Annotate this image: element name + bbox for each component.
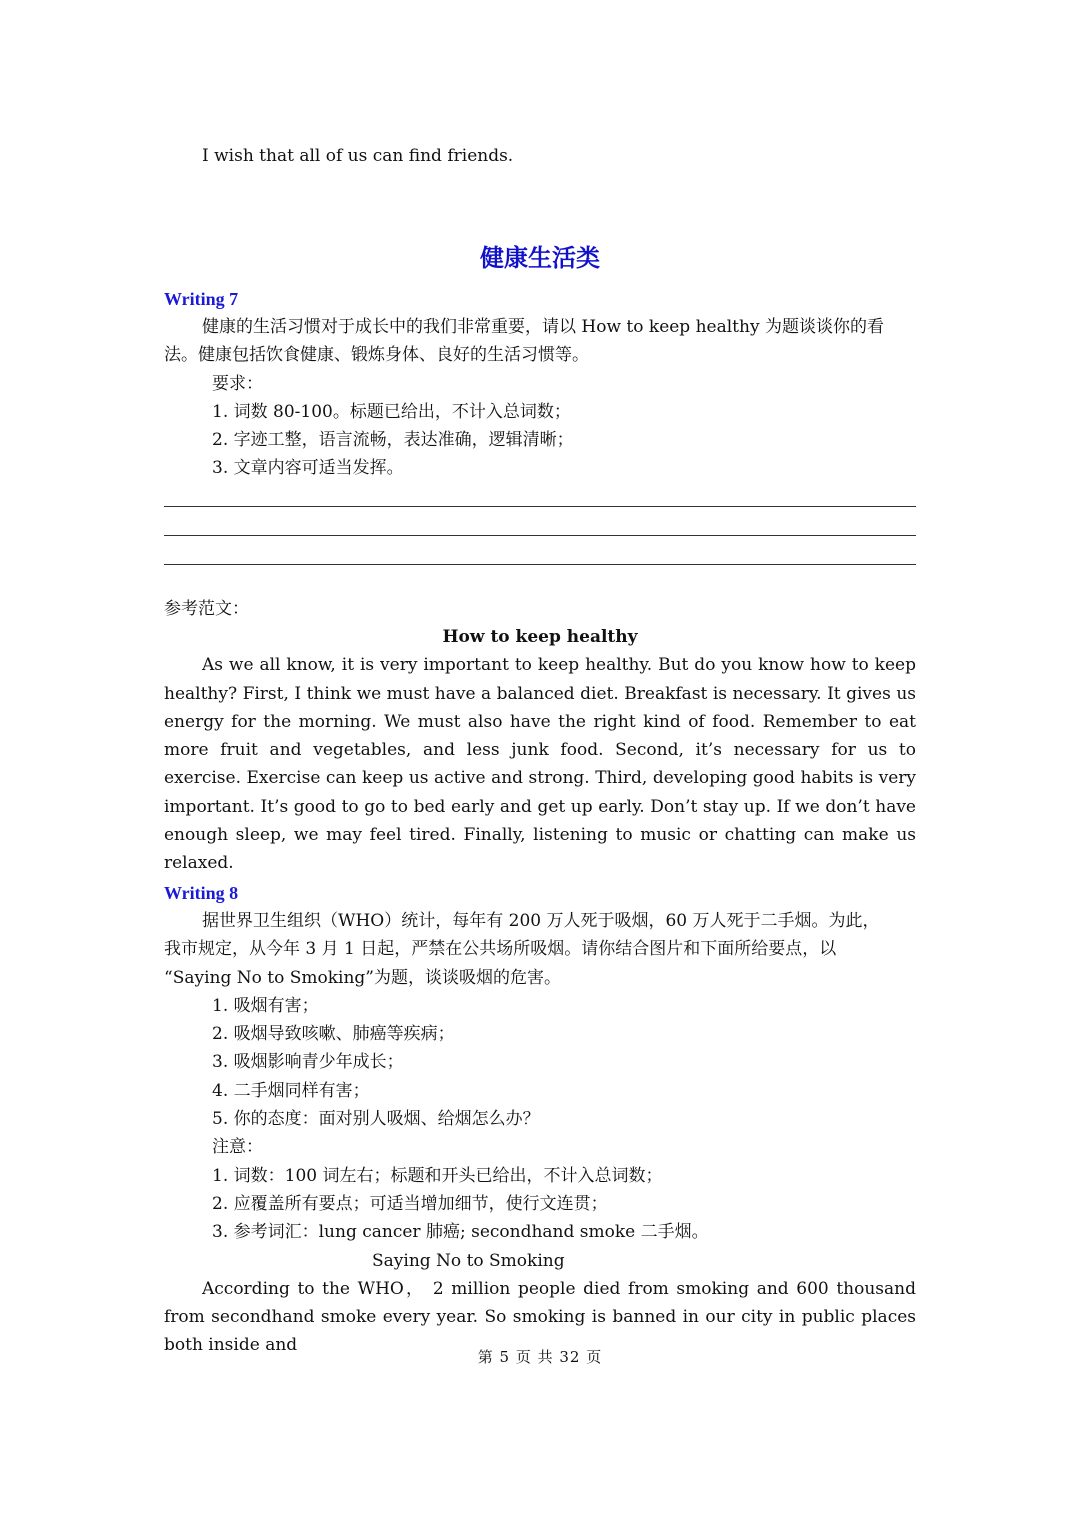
writing8-note-2: 2. 应覆盖所有要点；可适当增加细节，使行文连贯； (212, 1193, 608, 1214)
writing7-sample (164, 595, 916, 878)
writing8-point-5: 5. 你的态度：面对别人吸烟、给烟怎么办？ (212, 1109, 540, 1130)
writing8-point-2: 2. 吸烟导致咳嗽、肺癌等疾病； (212, 1024, 455, 1045)
answer-line-1[interactable] (164, 506, 916, 507)
essay-title-healthy: How to keep healthy (442, 627, 638, 648)
writing8-prompt-line1: 据世界卫生组织（WHO）统计，每年有 200 万人死于吸烟，60 万人死于二手烟。为此， (202, 911, 880, 931)
writing8-label: Writing 8 (164, 883, 239, 903)
section-title: 健康生活类 (480, 244, 600, 272)
writing8-section (164, 879, 916, 1359)
essay-title-smoking: Saying No to Smoking (372, 1250, 565, 1271)
answer-line-2[interactable] (164, 535, 916, 536)
writing7-requirements-label: 要求： (212, 373, 263, 394)
writing8-prompt-line2: 我市规定，从今年 3 月 1 日起，严禁在公共场所吸烟。请你结合图片和下面所给要点，以 (164, 939, 837, 960)
answer-line-3[interactable] (164, 564, 916, 565)
writing7-section (164, 285, 916, 483)
writing7-prompt-line1: 健康的生活习惯对于成长中的我们非常重要，请以 How to keep healthy 为题谈谈你的看 (202, 317, 884, 337)
writing8-note-1: 1. 词数：100 词左右；标题和开头已给出，不计入总词数； (212, 1165, 663, 1186)
essay-body-smoking: According to the WHO， 2 million people died from smoking and 600 thousand from secondhand smoke every year. So smoking is banned in our city in public places both inside and (164, 1278, 916, 1356)
intro-line: I wish that all of us can find friends. (202, 146, 514, 166)
sample-label: 参考范文： (164, 599, 249, 619)
writing8-point-3: 3. 吸烟影响青少年成长； (212, 1052, 404, 1073)
writing7-requirement-2: 2. 字迹工整，语言流畅，表达准确，逻辑清晰； (212, 430, 574, 451)
writing8-notes-label: 注意： (212, 1137, 263, 1158)
writing7-prompt-line2: 法。健康包括饮食健康、锻炼身体、良好的生活习惯等。 (164, 345, 589, 366)
writing7-label: Writing 7 (164, 289, 239, 309)
writing8-note-3: 3. 参考词汇：lung cancer 肺癌; secondhand smoke 二手烟。 (212, 1222, 709, 1243)
writing8-point-1: 1. 吸烟有害； (212, 995, 319, 1016)
essay-body-healthy: As we all know, it is very important to keep healthy. But do you know how to keep healthy? First, I think we must have a balanced diet. Breakfast is necessary. It gives us energy for the morning. We must also have the right kind of food. Remember to eat more fruit and vegetables, and less junk food. Second, it’s necessary for us to exercise. Exercise can keep us active and strong. Third, developing good habits is very important. It’s good to go to bed early and get up early. Don’t stay up. If we don’t have enough sleep, we may feel tired. Finally, listening to music or chatting can make us relaxed. (164, 655, 916, 874)
answer-lines (164, 506, 916, 565)
writing8-prompt-line3: “Saying No to Smoking”为题，谈谈吸烟的危害。 (164, 967, 561, 988)
page-footer: 第 5 页 共 32 页 (477, 1348, 603, 1366)
writing8-point-4: 4. 二手烟同样有害； (212, 1080, 370, 1101)
writing7-requirement-3: 3. 文章内容可适当发挥。 (212, 458, 404, 479)
writing7-requirement-1: 1. 词数 80-100。标题已给出，不计入总词数； (212, 401, 571, 422)
intro-block (164, 142, 916, 170)
